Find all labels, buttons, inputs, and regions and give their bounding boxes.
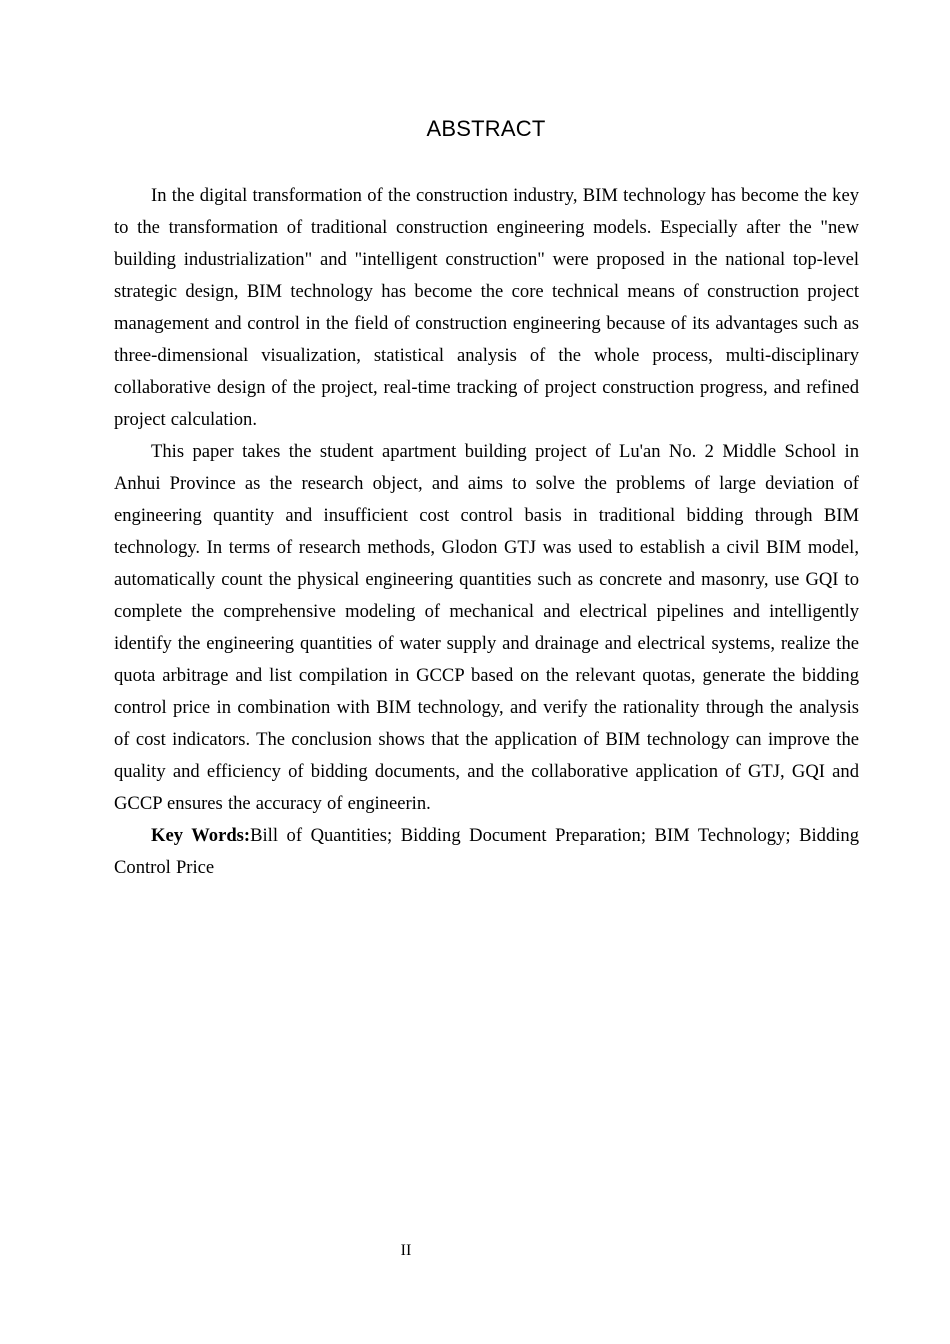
keywords-label: Key Words:: [151, 825, 251, 846]
page-number: II: [400, 1242, 412, 1259]
abstract-paragraph-2: This paper takes the student apartment building project of Lu'an No. 2 Middle School in Anhui Province as the research object, and aims to solve the problems of large deviation of engineering quantity and insufficient cost control basis in traditional bidding through BIM technology. In terms of research methods, Glodon GTJ was used to establish a civil BIM model, automatically count the physical engineering quantities such as concrete and masonry, use GQI to complete the comprehensive modeling of mechanical and electrical pipelines and intelligently identify the engineering quantities of water supply and drainage and electrical systems, realize the quota arbitrage and list compilation in GCCP based on the relevant quotas, generate the bidding control price in combination with BIM technology, and verify the rationality through the analysis of cost indicators. The conclusion shows that the application of BIM technology can improve the quality and efficiency of bidding documents, and the collaborative application of GTJ, GQI and GCCP ensures the accuracy of engineerin.: [114, 441, 859, 814]
keywords-paragraph: [114, 820, 859, 884]
abstract-title: ABSTRACT: [426, 116, 546, 141]
abstract-body: [114, 180, 859, 884]
keywords-text: Bill of Quantities; Bidding Document Preparation; BIM Technology; Bidding Control Price: [114, 825, 859, 878]
abstract-paragraph-1: In the digital transformation of the construction industry, BIM technology has become the key to the transformation of traditional construction engineering models. Especially after the "new building industrialization" and "intelligent construction" were proposed in the national top-level strategic design, BIM technology has become the core technical means of construction project management and control in the field of construction engineering because of its advantages such as three-dimensional visualization, statistical analysis of the whole process, multi-disciplinary collaborative design of the project, real-time tracking of project construction progress, and refined project calculation.: [114, 185, 859, 430]
